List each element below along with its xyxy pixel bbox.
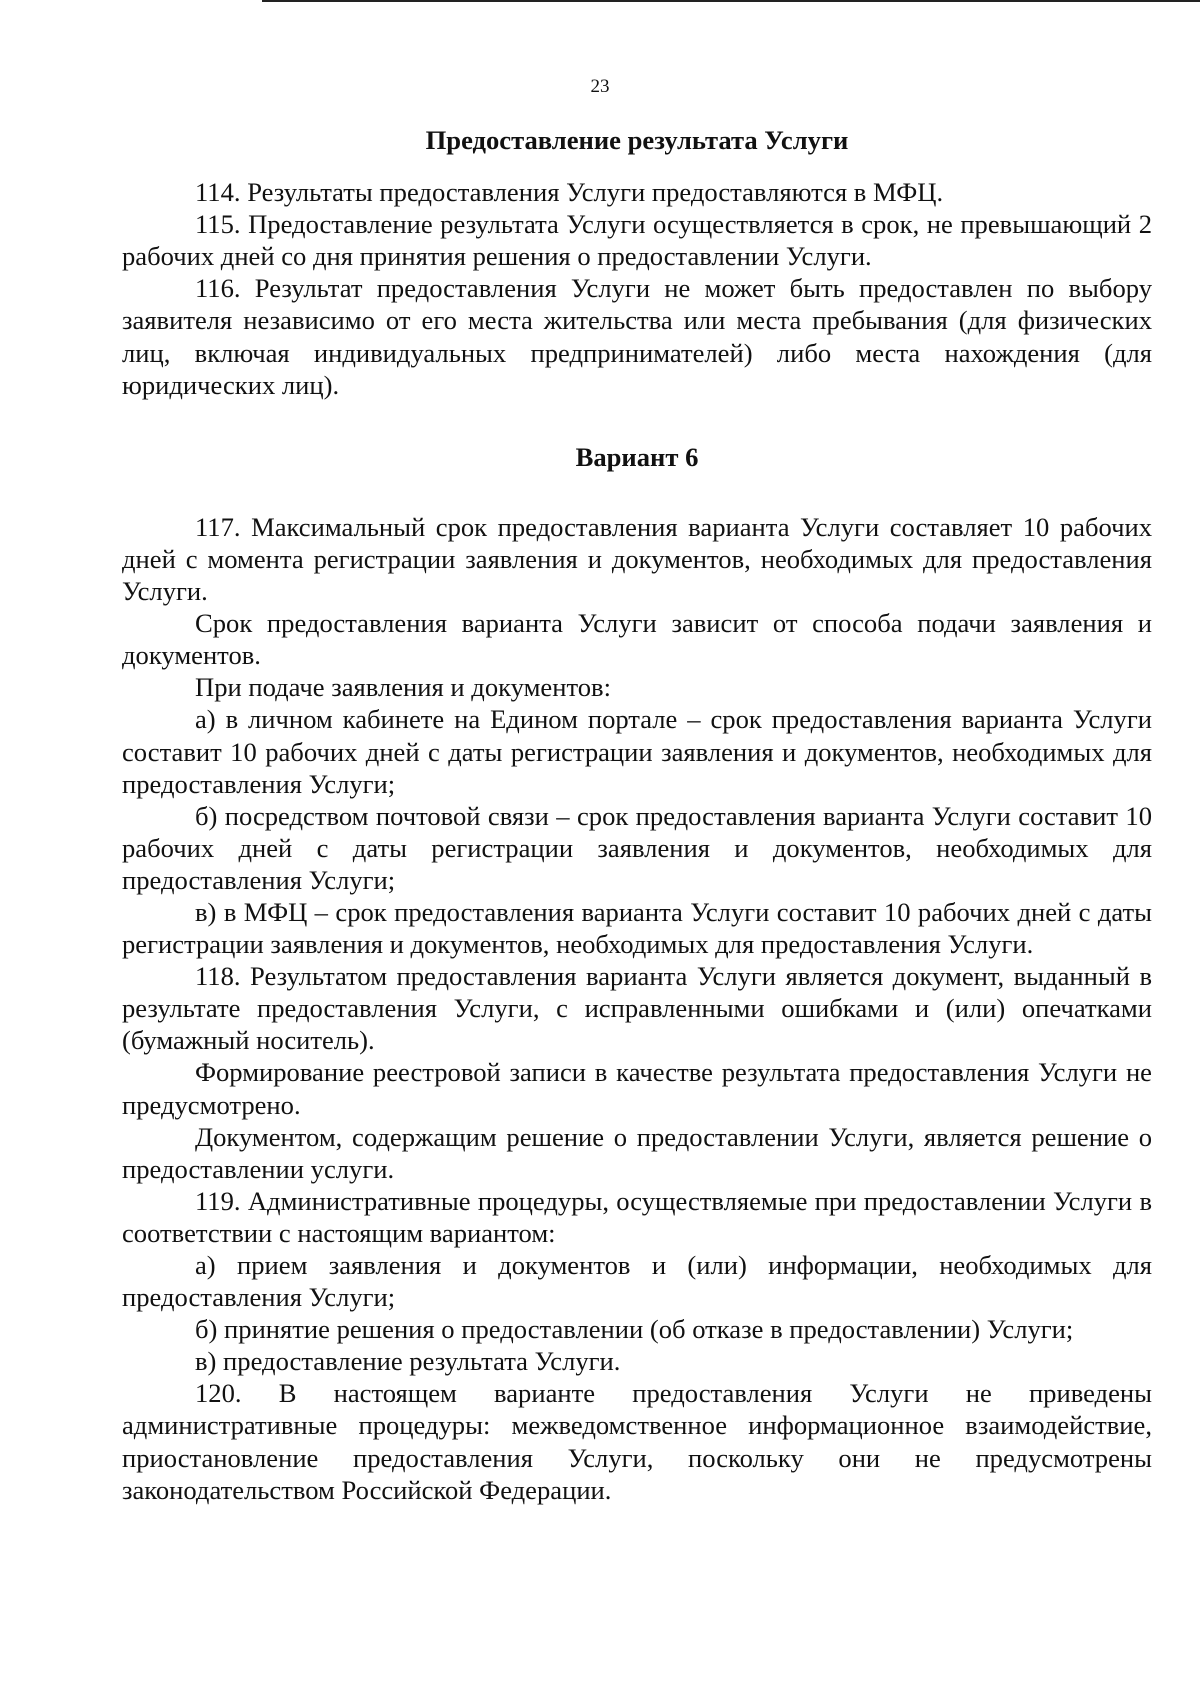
list-item-a-portal: а) в личном кабинете на Едином портале – срок предоставления варианта Услуги составит 10 рабочих дней с даты регистрации заявления и документов, необходимых для предоставления Услуги; (122, 704, 1152, 799)
paragraph-117: 117. Максимальный срок предоставления варианта Услуги составляет 10 рабочих дней с момента регистрации заявления и документов, необходимых для предоставления Услуги. (122, 511, 1152, 607)
paragraph-119: 119. Административные процедуры, осуществляемые при предоставлении Услуги в соответствии с настоящим вариантом: (122, 1185, 1152, 1248)
paragraph-decision-document: Документом, содержащим решение о предоставлении Услуги, является решение о предоставлении услуги. (122, 1121, 1152, 1184)
paragraph-114: 114. Результаты предоставления Услуги предоставляются в МФЦ. (195, 177, 944, 208)
document-body (122, 124, 1152, 1506)
section-heading-result: Предоставление результата Услуги (425, 125, 849, 155)
section-heading-variant-6: Вариант 6 (575, 441, 699, 472)
paragraph-submission-intro: При подаче заявления и документов: (195, 672, 611, 703)
paragraph-120: 120. В настоящем варианте предоставления Услуги не приведены административные процедуры: межведомственное информационное взаимодействие, приостановление предоставления Услуги, поскольку они не предусмотрены законодательством Российской Федерации. (122, 1378, 1152, 1505)
paragraph-term-depends: Срок предоставления варианта Услуги зависит от способа подачи заявления и документов. (122, 608, 1152, 671)
procedure-item-a: а) прием заявления и документов и (или) информации, необходимых для предоставления Услуги; (122, 1250, 1152, 1313)
procedure-item-v: в) предоставление результата Услуги. (195, 1346, 621, 1377)
paragraph-118: 118. Результатом предоставления варианта Услуги является документ, выданный в результате предоставления Услуги, с исправленными ошибками и (или) опечатками (бумажный носитель). (122, 961, 1152, 1056)
paragraph-115: 115. Предоставление результата Услуги осуществляется в срок, не превышающий 2 рабочих дней со дня принятия решения о предоставлении Услуги. (122, 209, 1152, 272)
paragraph-116: 116. Результат предоставления Услуги не может быть предоставлен по выбору заявителя независимо от его места жительства или места пребывания (для физических лиц, включая индивидуальных предпринимателей) либо места нахождения (для юридических лиц). (122, 273, 1152, 400)
list-item-b-post: б) посредством почтовой связи – срок предоставления варианта Услуги составит 10 рабочих дней с даты регистрации заявления и документов, необходимых для предоставления Услуги; (122, 800, 1152, 895)
list-item-v-mfc: в) в МФЦ – срок предоставления варианта Услуги составит 10 рабочих дней с даты регистрации заявления и документов, необходимых для предоставления Услуги. (122, 896, 1152, 960)
procedure-item-b: б) принятие решения о предоставлении (об отказе в предоставлении) Услуги; (195, 1314, 1074, 1345)
page-number: 23 (590, 76, 610, 97)
top-rule (262, 0, 1200, 2)
paragraph-registry-record: Формирование реестровой записи в качестве результата предоставления Услуги не предусмотрено. (122, 1057, 1152, 1120)
